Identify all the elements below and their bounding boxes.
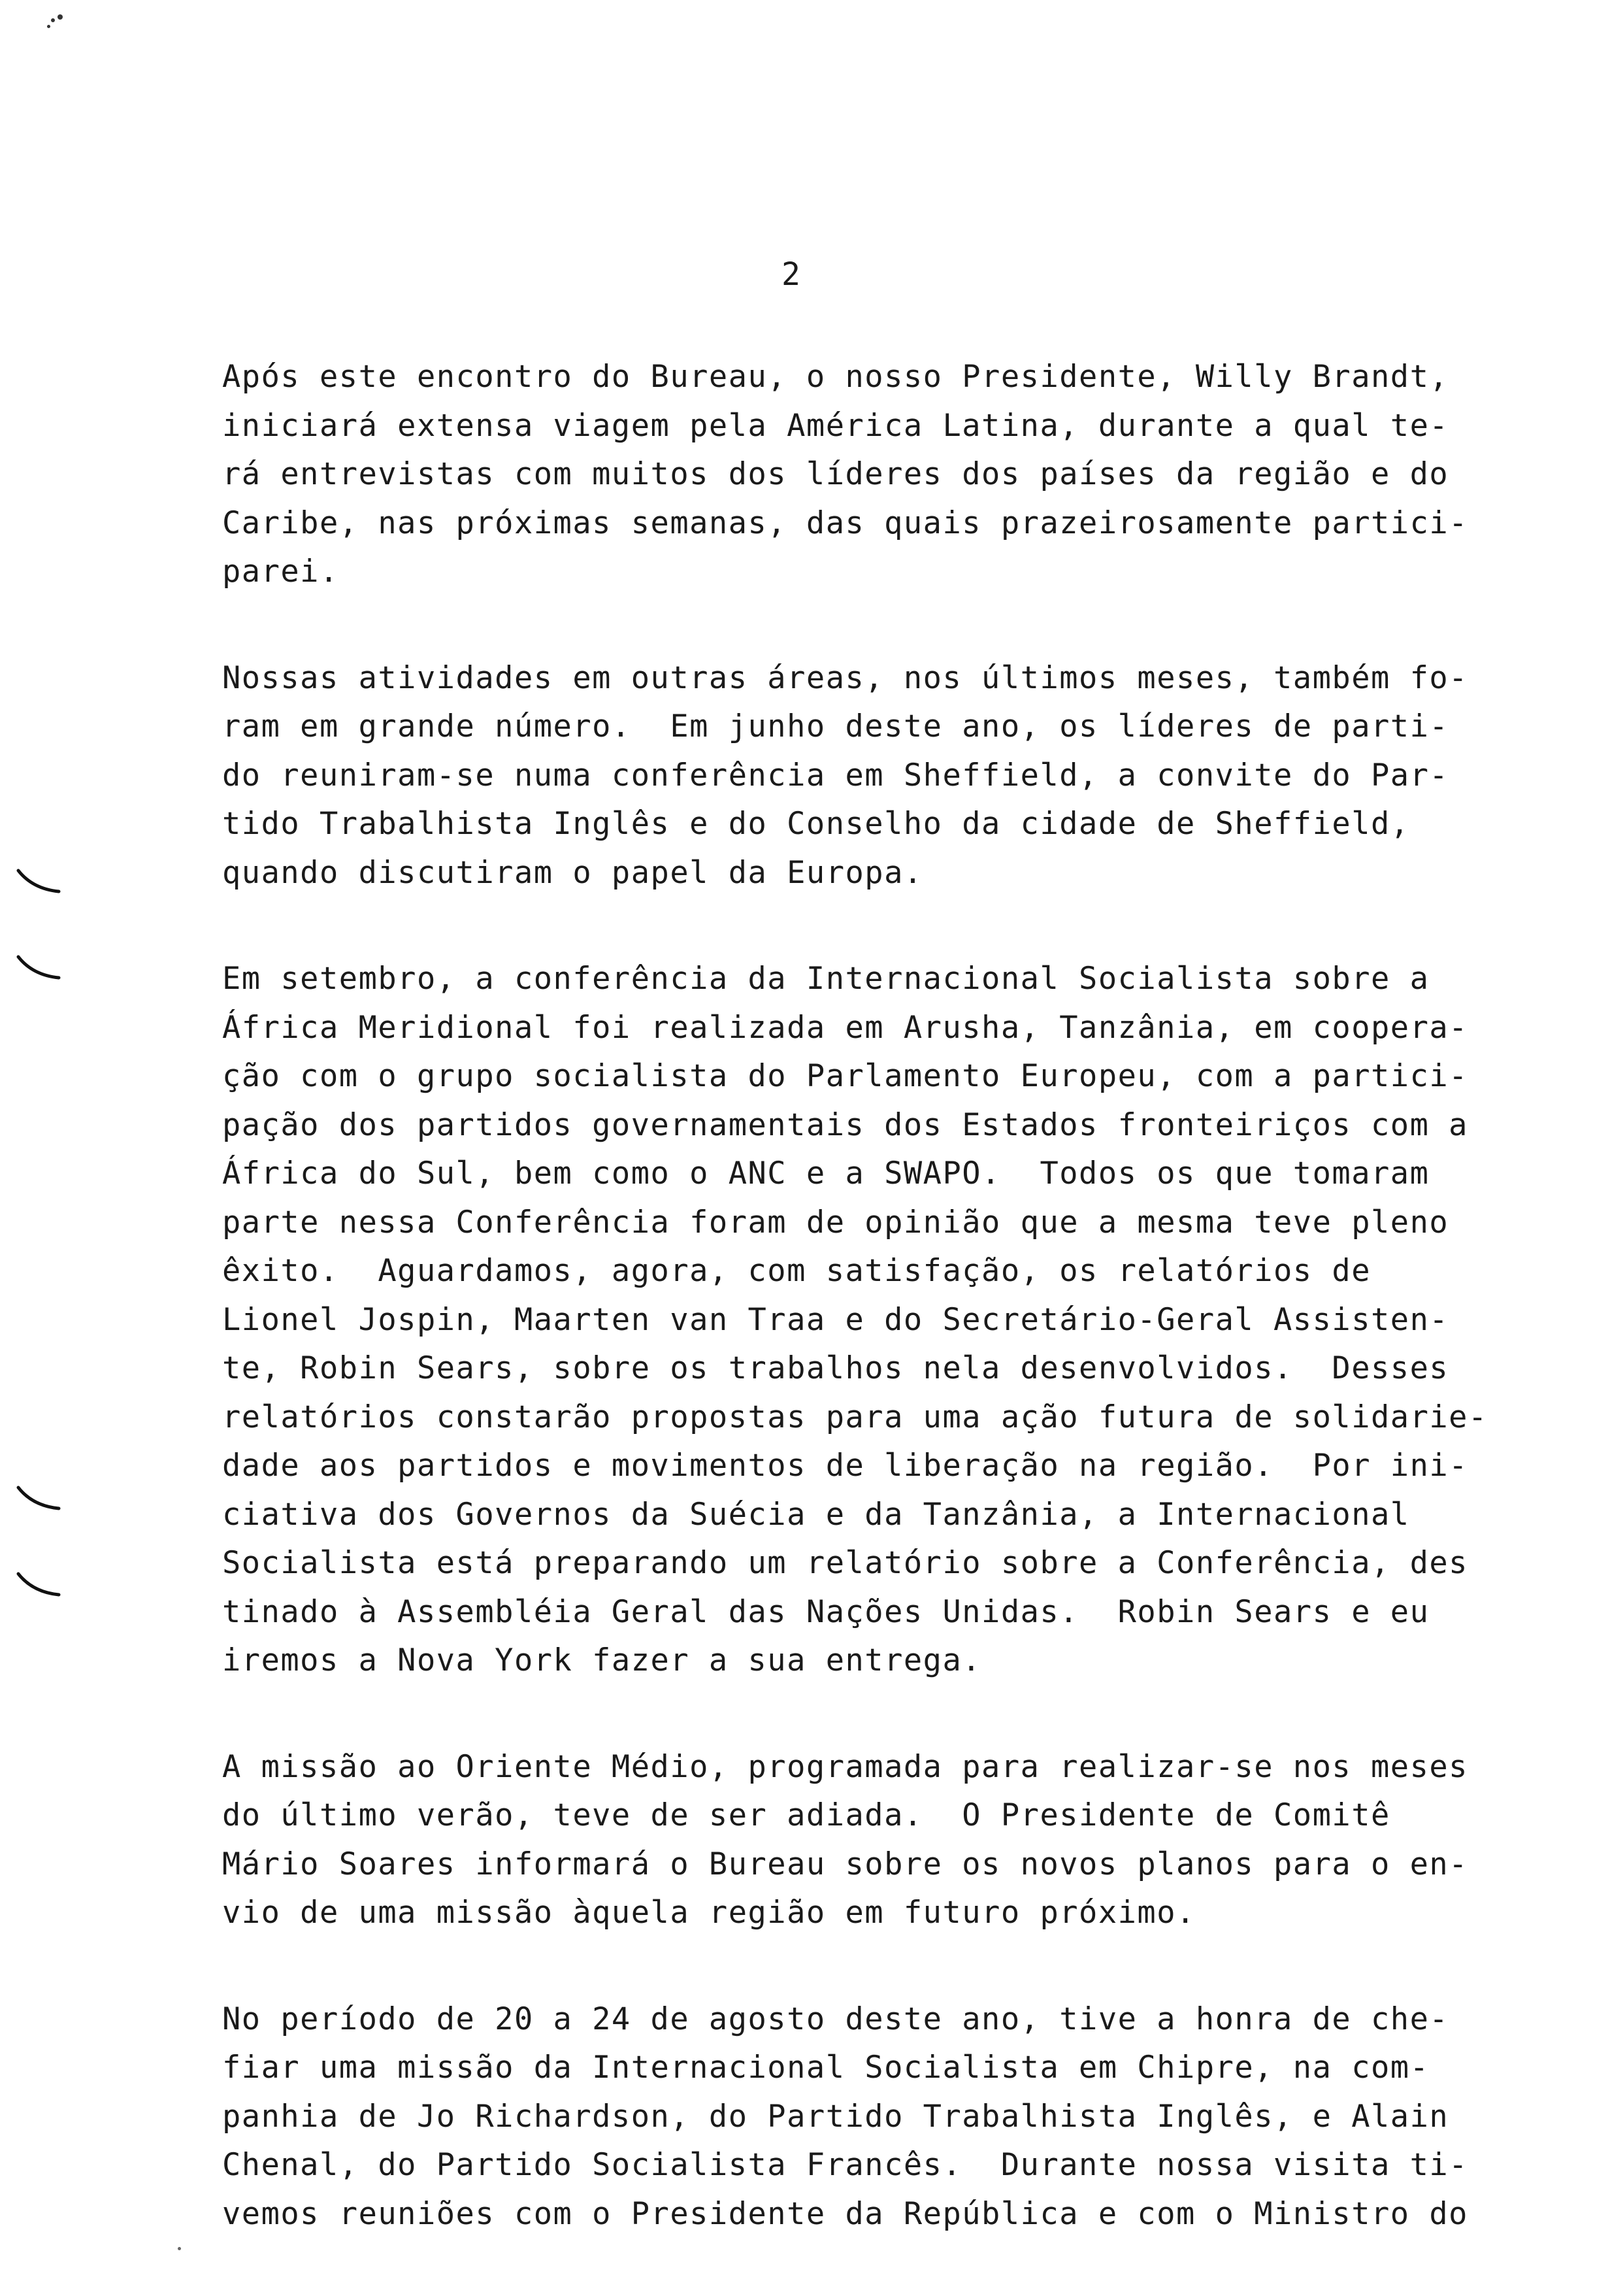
text-line: ciativa dos Governos da Suécia e da Tanzânia, a Internacional (222, 1496, 1410, 1533)
text-line: vio de uma missão àquela região em futuro próximo. (222, 1895, 1196, 1931)
text-line: vemos reuniões com o Presidente da República e com o Ministro do (222, 2195, 1468, 2232)
text-line: Socialista está preparando um relatório sobre a Conferência, des (222, 1545, 1468, 1581)
binder-hole-mark (13, 863, 65, 902)
scan-speck (51, 18, 55, 22)
paragraph (222, 654, 1522, 898)
text-line: tido Trabalhista Inglês e do Conselho da cidade de Sheffield, (222, 806, 1410, 842)
text-line: ção com o grupo socialista do Parlamento Europeu, com a partici- (222, 1058, 1468, 1094)
text-line: Em setembro, a conferência da Internacional Socialista sobre a (222, 961, 1430, 997)
text-line: Após este encontro do Bureau, o nosso Presidente, Willy Brandt, (222, 359, 1449, 395)
scan-speck (47, 25, 50, 28)
binder-hole-mark (13, 1566, 65, 1605)
scan-speck (178, 2247, 181, 2250)
text-line: Chenal, do Partido Socialista Francês. Durante nossa visita ti- (222, 2147, 1468, 2183)
text-line: fiar uma missão da Internacional Socialista em Chipre, na com- (222, 2050, 1430, 2086)
text-line: Caribe, nas próximas semanas, das quais prazeirosamente partici- (222, 505, 1468, 541)
text-line: Lionel Jospin, Maarten van Traa e do Secretário-Geral Assisten- (222, 1301, 1449, 1338)
text-line: relatórios constarão propostas para uma ação futura de solidarie- (222, 1399, 1488, 1435)
text-line: parte nessa Conferência foram de opinião que a mesma teve pleno (222, 1204, 1449, 1240)
text-line: África do Sul, bem como o ANC e a SWAPO. Todos os que tomaram (222, 1156, 1430, 1191)
text-line: te, Robin Sears, sobre os trabalhos nela desenvolvidos. Desses (222, 1350, 1449, 1386)
document-body (222, 353, 1522, 2296)
text-line: Nossas atividades em outras áreas, nos últimos meses, também fo- (222, 659, 1468, 696)
text-line: ram em grande número. Em junho deste ano, os líderes de parti- (222, 708, 1449, 744)
text-line: parei. (222, 554, 339, 590)
text-line: A missão ao Oriente Médio, programada para realizar-se nos meses (222, 1748, 1468, 1785)
text-line: rá entrevistas com muitos dos líderes dos países da região e do (222, 456, 1449, 492)
text-line: êxito. Aguardamos, agora, com satisfação, os relatórios de (222, 1253, 1371, 1289)
text-line: tinado à Assembléia Geral das Nações Unidas. Robin Sears e eu (222, 1593, 1430, 1630)
text-line: iremos a Nova York fazer a sua entrega. (222, 1642, 982, 1678)
binder-hole-mark (13, 1480, 65, 1519)
text-line: dade aos partidos e movimentos de liberação na região. Por ini- (222, 1448, 1468, 1484)
paragraph (222, 353, 1522, 597)
page-number: 2 (781, 256, 800, 293)
paragraph (222, 955, 1522, 1686)
text-line: panhia de Jo Richardson, do Partido Trabalhista Inglês, e Alain (222, 2098, 1449, 2135)
text-line: do reuniram-se numa conferência em Sheffield, a convite do Par- (222, 757, 1449, 793)
text-line: No período de 20 a 24 de agosto deste ano, tive a honra de che- (222, 2001, 1449, 2037)
scan-speck (58, 14, 63, 20)
text-line: iniciará extensa viagem pela América Latina, durante a qual te- (222, 407, 1449, 444)
text-line: do último verão, teve de ser adiada. O Presidente de Comitê (222, 1797, 1390, 1833)
text-line: Mário Soares informará o Bureau sobre os novos planos para o en- (222, 1846, 1468, 1882)
paragraph (222, 1743, 1522, 1938)
text-line: quando discutiram o papel da Europa. (222, 854, 923, 891)
text-line: África Meridional foi realizada em Arusha, Tanzânia, em coopera- (222, 1009, 1468, 1046)
paragraph (222, 1995, 1522, 2239)
binder-hole-mark (13, 949, 65, 988)
text-line: pação dos partidos governamentais dos Estados fronteiriços com a (222, 1106, 1468, 1143)
